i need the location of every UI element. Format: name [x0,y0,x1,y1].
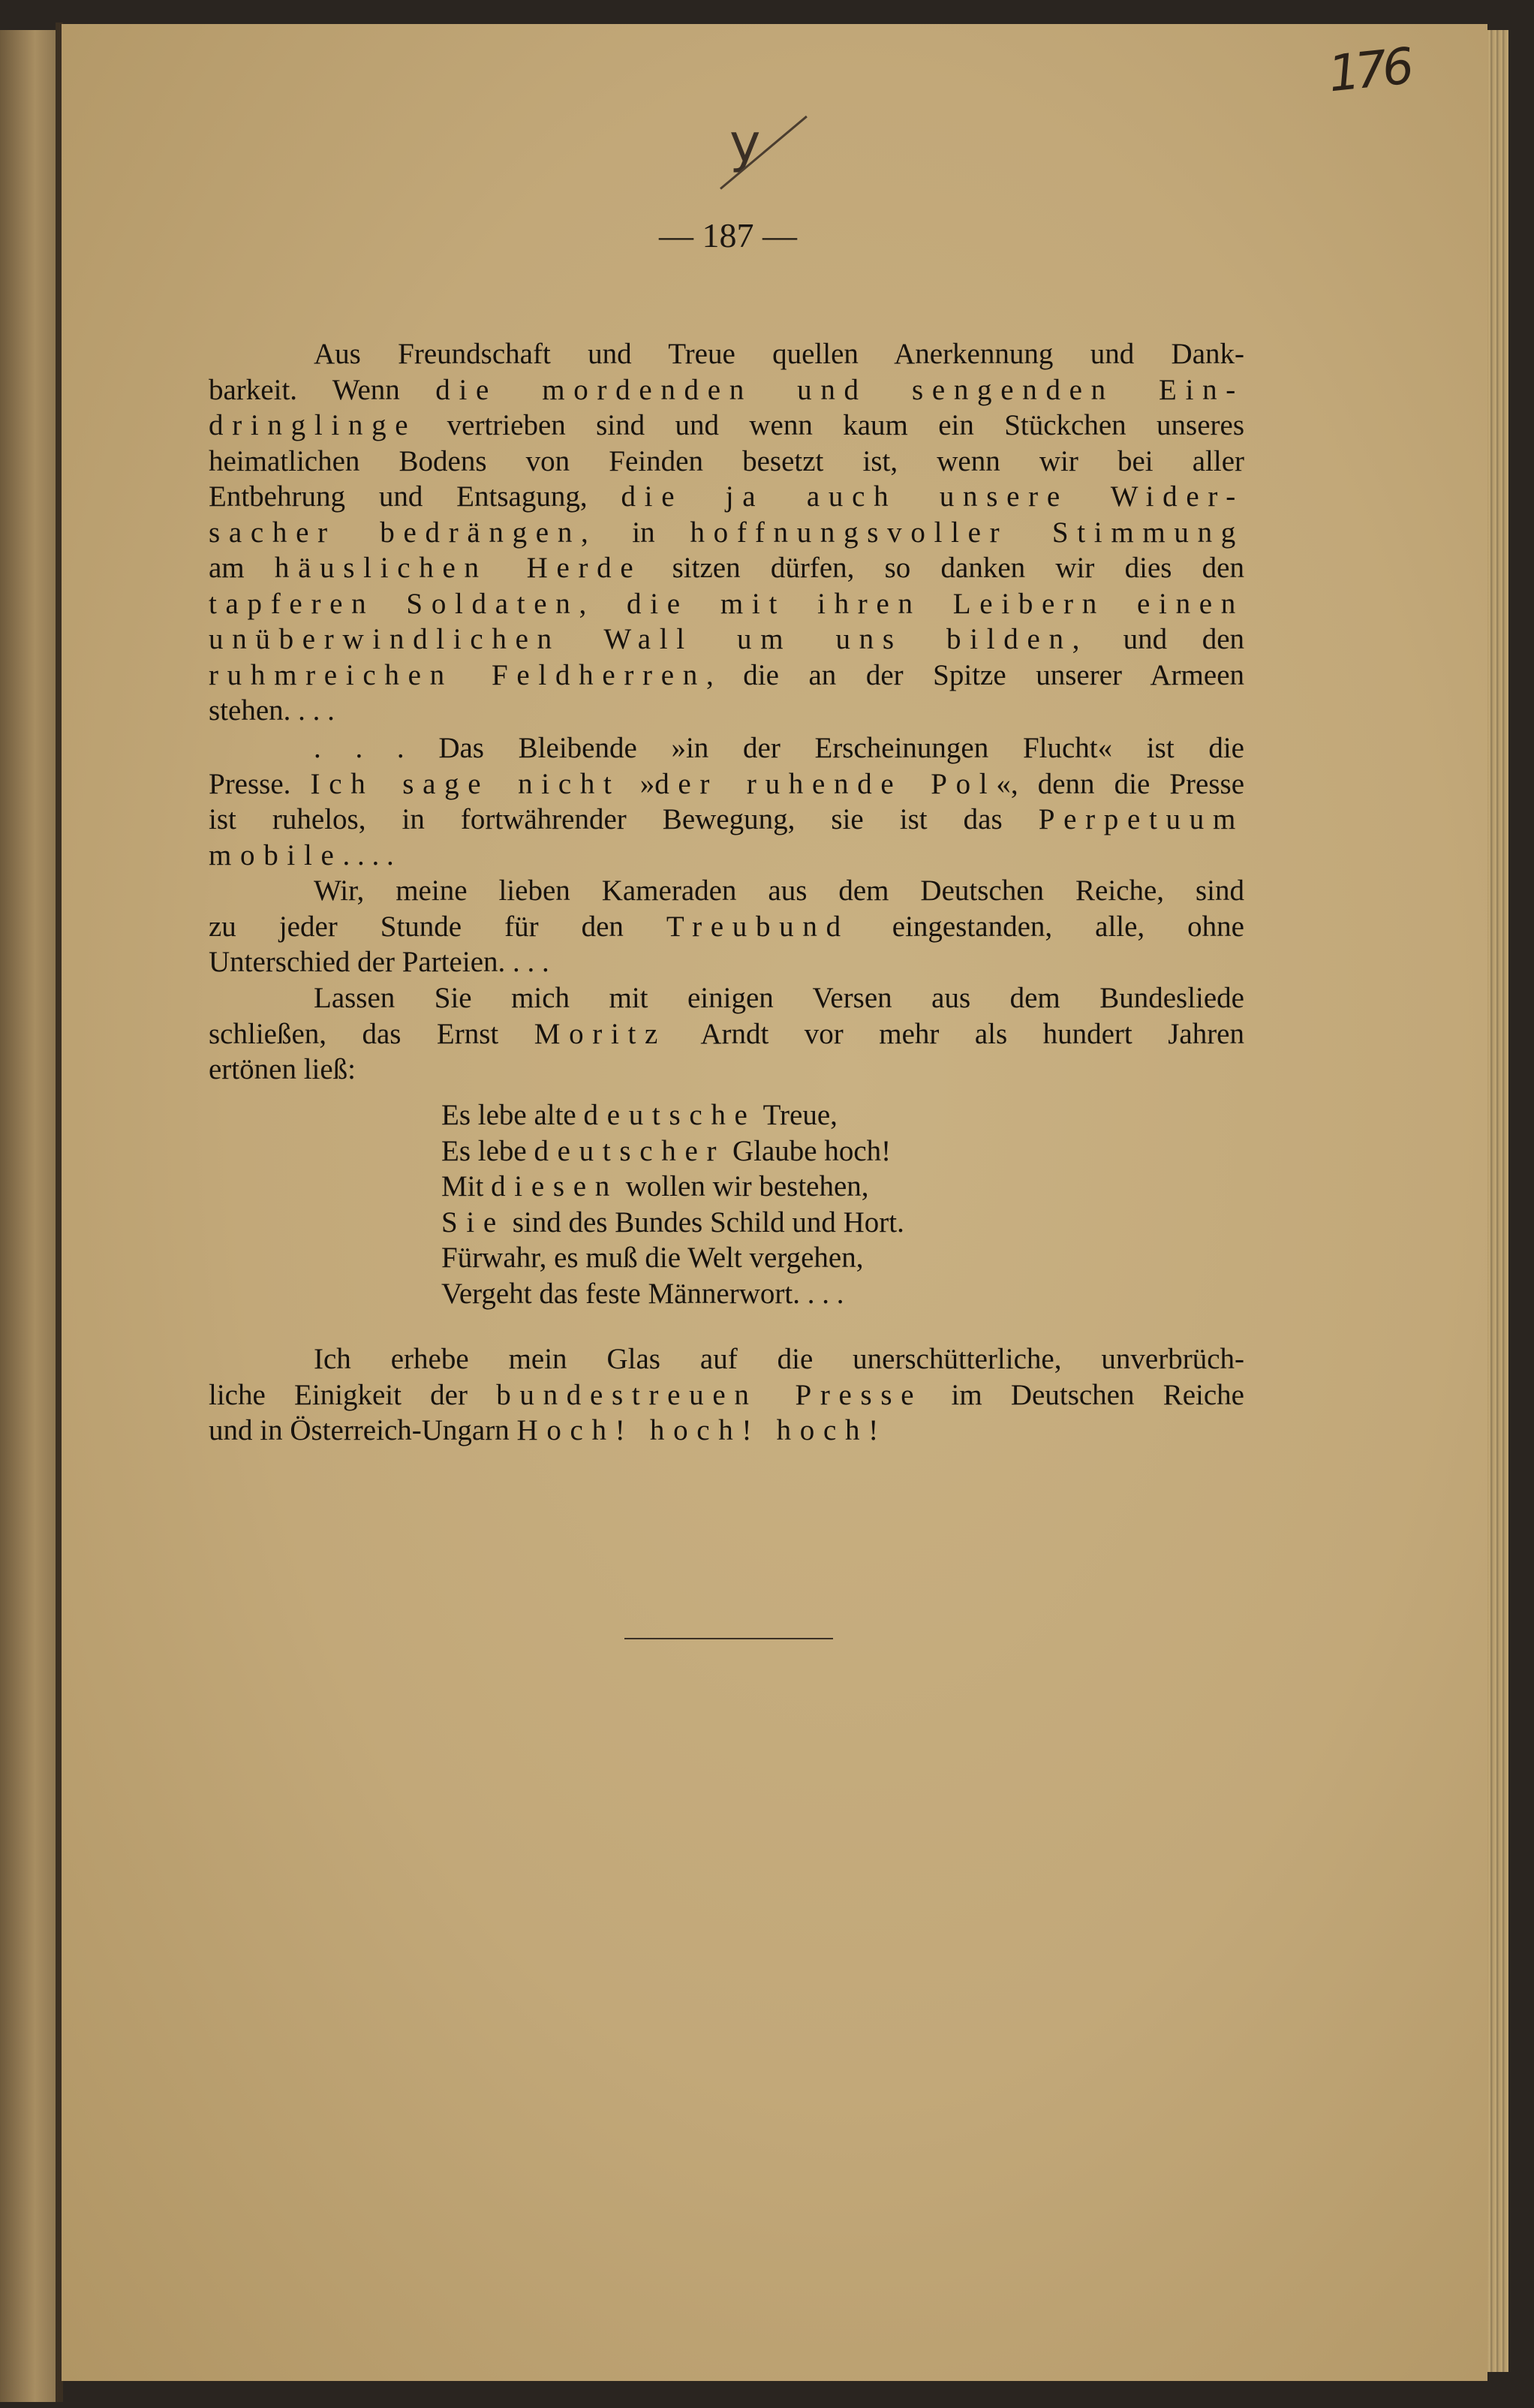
verse-line: Sie sind des Bundes Schild und Hort. [441,1206,904,1239]
text-line: Ich erhebe mein Glas auf die unerschütterliche, unverbrüch- [314,1343,1244,1375]
paragraph-3 [209,873,1244,980]
text-line: Unterschied der Parteien. . . . [209,946,549,978]
text-line: . . . Das Bleibende »in der Erscheinungen Flucht« ist die [314,732,1244,764]
text-line: Presse. Ich sage nicht »der ruhende Pol«, denn die Presse [209,767,1245,800]
text-line: ertönen ließ: [209,1053,356,1085]
handwritten-mark: y [729,113,761,174]
paragraph-1 [209,336,1244,729]
text-line: ist ruhelos, in fortwährender Bewegung, sie ist das Perpetuum [209,803,1244,835]
text-line: Lassen Sie mich mit einigen Versen aus dem Bundesliede [314,982,1244,1014]
text-line: dringlinge vertrieben sind und wenn kaum ein Stückchen unseres [209,409,1244,441]
text-line: und in Österreich-Ungarn Hoch! hoch! hoch! [209,1414,887,1446]
handwritten-folio-number: 176 [1325,37,1412,104]
paragraph-4 [209,980,1244,1088]
text-line: sacher bedrängen, in hoffnungsvoller Stimmung [209,516,1244,549]
text-line: mobile. . . . [209,838,394,871]
text-line: Aus Freundschaft und Treue quellen Anerkennung und Dank- [314,338,1244,370]
text-line: heimatlichen Bodens von Feinden besetzt ist, wenn wir bei aller [209,444,1244,477]
text-line: liche Einigkeit der bundestreuen Presse im Deutschen Reiche [209,1378,1244,1411]
verse-line: Mit diesen wollen wir bestehen, [441,1170,869,1202]
page-number: — 187 — [659,216,797,254]
verse-block [441,1097,904,1311]
text-line: barkeit. Wenn die mordenden und sengenden Ein- [209,373,1244,406]
text-line: Entbehrung und Entsagung, die ja auch unsere Wider- [209,480,1244,513]
paragraph-2 [209,730,1244,873]
verse-line: Es lebe alte deutsche Treue, [441,1099,838,1131]
text-line: ruhmreichen Feldherren, die an der Spitze unserer Armeen [209,658,1245,691]
closing-paragraph [209,1341,1244,1449]
closing-rule [624,1638,833,1639]
text-line: am häuslichen Herde sitzen dürfen, so danken wir dies den [209,552,1244,584]
text-line: stehen. . . . [209,694,335,727]
text-line: Wir, meine lieben Kameraden aus dem Deutschen Reiche, sind [314,874,1244,907]
text-line: unüberwindlichen Wall um uns bilden, und den [209,623,1244,655]
text-line: tapferen Soldaten, die mit ihren Leibern einen [209,587,1244,620]
facing-page-edge [0,30,59,2402]
text-line: zu jeder Stunde für den Treubund eingestanden, alle, ohne [209,910,1244,943]
text-line: schließen, das Ernst Moritz Arndt vor mehr als hundert Jahren [209,1017,1244,1050]
verse-line: Vergeht das feste Männerwort. . . . [441,1277,844,1310]
verse-line: Fürwahr, es muß die Welt vergehen, [441,1242,864,1274]
verse-line: Es lebe deutscher Glaube hoch! [441,1134,892,1167]
